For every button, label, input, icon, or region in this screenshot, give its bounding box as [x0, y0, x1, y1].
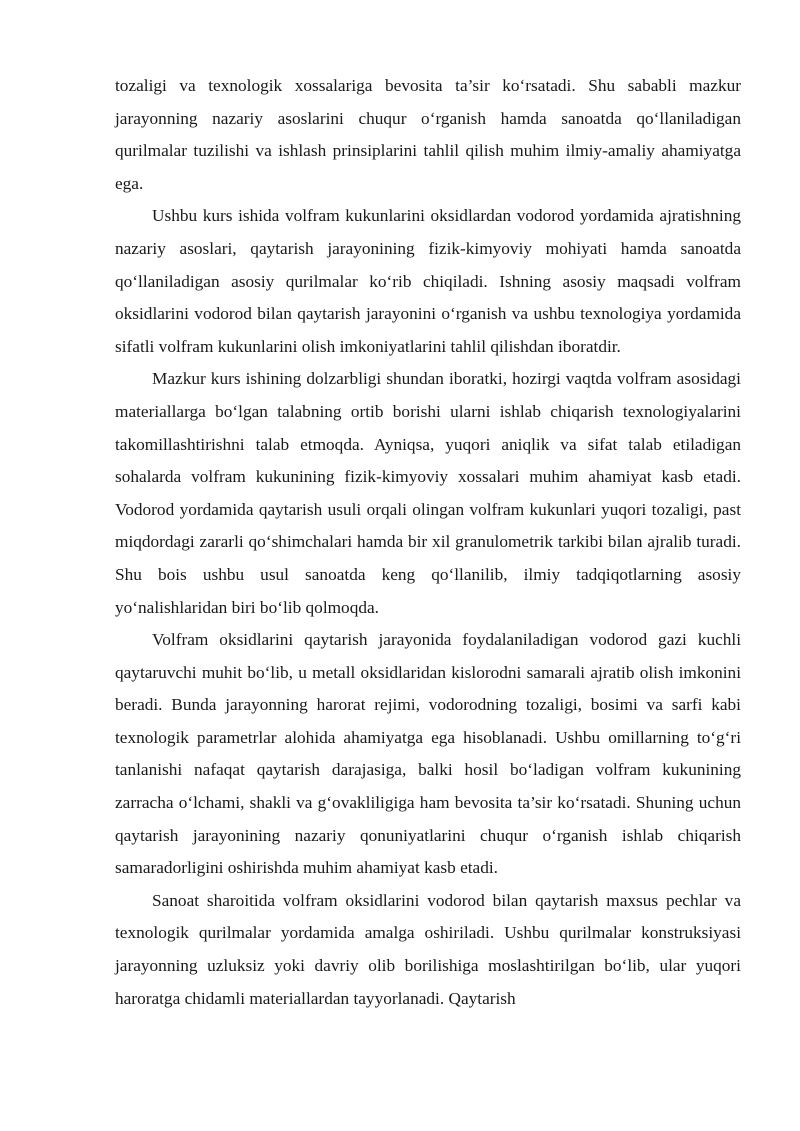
paragraph-hydrogen-role: Volfram oksidlarini qaytarish jarayonida foydalaniladigan vodorod gazi kuchli qaytaruvchi muhit bo‘lib, u metall oksidlaridan kislorodni samarali ajratib olish imkonini beradi. Bunda jarayonning harorat rejimi, vodorodning tozaligi, bosimi va sarfi kabi texnologik parametrlar alohida ahamiyatga ega hisoblanadi. Ushbu omillarning to‘g‘ri tanlanishi nafaqat qaytarish darajasiga, balki hosil bo‘ladigan volfram kukunining zarracha o‘lchami, shakli va g‘ovakliligiga ham bevosita ta’sir ko‘rsatadi. Shuning uchun qaytarish jarayonining nazariy qonuniyatlarini chuqur o‘rganish ishlab chiqarish samaradorligini oshirishda muhim ahamiyat kasb etadi. — [115, 630, 741, 878]
paragraph-course-purpose: Ushbu kurs ishida volfram kukunlarini oksidlardan vodorod yordamida ajratishning nazariy asoslari, qaytarish jarayonining fizik-kimyoviy mohiyati hamda sanoatda qo‘llaniladigan asosiy qurilmalar ko‘rib chiqiladi. Ishning asosiy maqsadi volfram oksidlarini vodorod bilan qaytarish jarayonini o‘rganish va ushbu texnologiya yordamida sifatli volfram kukunlarini olish imkoniyatlarini tahlil qilishdan iboratdir. — [115, 206, 741, 356]
paragraph-continuation: tozaligi va texnologik xossalariga bevosita ta’sir ko‘rsatadi. Shu sababli mazkur jarayonning nazariy asoslarini chuqur o‘rganish hamda sanoatda qo‘llaniladigan qurilmalar tuzilishi va ishlash prinsiplarini tahlil qilish muhim ilmiy-amaliy ahamiyatga ega. — [115, 76, 741, 193]
paragraph-industrial-conditions: Sanoat sharoitida volfram oksidlarini vodorod bilan qaytarish maxsus pechlar va texnologik qurilmalar yordamida amalga oshiriladi. Ushbu qurilmalar konstruksiyasi jarayonning uzluksiz yoki davriy olib borilishiga moslashtirilgan bo‘lib, ular yuqori haroratga chidamli materiallardan tayyorlanadi. Qaytarish — [115, 890, 741, 1008]
document-page — [115, 70, 741, 1015]
paragraph-relevance: Mazkur kurs ishining dolzarbligi shundan iboratki, hozirgi vaqtda volfram asosidagi materiallarga bo‘lgan talabning ortib borishi ularni ishlab chiqarish texnologiyalarini takomillashtirishni talab etmoqda. Ayniqsa, yuqori aniqlik va sifat talab etiladigan sohalarda volfram kukunining fizik-kimyoviy xossalari muhim ahamiyat kasb etadi. Vodorod yordamida qaytarish usuli orqali olingan volfram kukunlari yuqori tozaligi, past miqdordagi zararli qo‘shimchalari hamda bir xil granulometrik tarkibi bilan ajralib turadi. Shu bois ushbu usul sanoatda keng qo‘llanilib, ilmiy tadqiqotlarning asosiy yo‘nalishlaridan biri bo‘lib qolmoqda. — [115, 369, 741, 617]
